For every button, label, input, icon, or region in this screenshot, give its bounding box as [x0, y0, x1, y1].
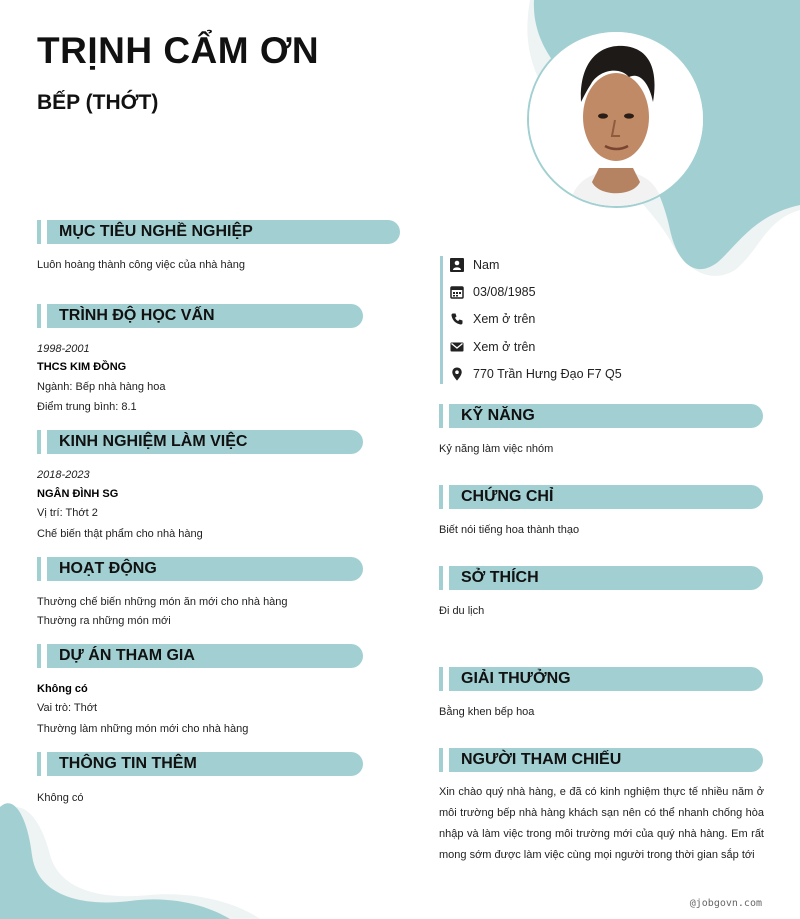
- section-title: TRÌNH ĐỘ HỌC VẤN: [59, 307, 215, 324]
- section-title: KỸ NĂNG: [461, 407, 535, 424]
- section-title: SỞ THÍCH: [461, 569, 539, 586]
- section-projects: [37, 644, 363, 668]
- section-awards: [439, 667, 763, 691]
- activities-line-2: Thường ra những món mới: [37, 615, 171, 627]
- person-icon: [450, 258, 464, 272]
- info-dob: [450, 285, 536, 299]
- section-title: THÔNG TIN THÊM: [59, 755, 197, 772]
- address-value: 770 Trần Hưng Đạo F7 Q5: [473, 367, 622, 381]
- experience-position: Vị trí: Thớt 2: [37, 507, 98, 519]
- section-career-objective: [37, 220, 400, 244]
- skills-text: Kỷ năng làm việc nhóm: [439, 443, 554, 455]
- section-title: KINH NGHIỆM LÀM VIỆC: [59, 433, 248, 450]
- education-gpa: Điểm trung bình: 8.1: [37, 401, 137, 413]
- candidate-name: TRỊNH CẨM ƠN: [37, 30, 320, 71]
- education-school: THCS KIM ĐỒNG: [37, 361, 127, 373]
- section-title: DỰ ÁN THAM GIA: [59, 647, 195, 664]
- section-title: GIẢI THƯỞNG: [461, 670, 571, 687]
- project-description: Thường làm những món mới cho nhà hàng: [37, 723, 249, 735]
- info-accent-bar: [440, 256, 443, 384]
- info-address: [450, 367, 622, 381]
- project-name: Không có: [37, 683, 88, 695]
- section-title: HOẠT ĐỘNG: [59, 560, 157, 577]
- bottom-left-blob: [0, 795, 270, 919]
- dob-value: 03/08/1985: [473, 285, 536, 299]
- section-additional-info: [37, 752, 363, 776]
- section-title: CHỨNG CHỈ: [461, 488, 554, 505]
- candidate-role: BẾP (THỚT): [37, 91, 159, 114]
- section-title: NGƯỜI THAM CHIẾU: [461, 751, 622, 768]
- section-skills: [439, 404, 763, 428]
- awards-text: Bằng khen bếp hoa: [439, 706, 535, 718]
- project-role: Vai trò: Thớt: [37, 702, 97, 714]
- certificates-text: Biết nói tiếng hoa thành thạo: [439, 524, 580, 536]
- section-references: [439, 748, 763, 772]
- phone-value: Xem ở trên: [473, 312, 536, 326]
- info-phone: [450, 312, 535, 326]
- education-major: Ngành: Bếp nhà hàng hoa: [37, 381, 166, 393]
- objective-text: Luôn hoàng thành công việc của nhà hàng: [37, 259, 245, 271]
- info-gender: [450, 258, 499, 272]
- section-activities: [37, 557, 363, 581]
- section-title: MỤC TIÊU NGHỀ NGHIỆP: [59, 223, 253, 240]
- calendar-icon: [450, 285, 464, 299]
- location-pin-icon: [450, 367, 464, 381]
- section-work-experience: [37, 430, 363, 454]
- email-value: Xem ở trên: [473, 340, 536, 354]
- phone-icon: [450, 312, 464, 326]
- gender-value: Nam: [473, 258, 500, 272]
- activities-line-1: Thường chế biến những món ăn mới cho nhà hàng: [37, 596, 288, 608]
- hobbies-text: Đi du lịch: [439, 605, 485, 617]
- info-email: [450, 340, 535, 354]
- experience-period: 2018-2023: [37, 469, 90, 481]
- section-education: [37, 304, 363, 328]
- mail-icon: [450, 340, 464, 354]
- additional-info-text: Không có: [37, 792, 84, 804]
- experience-description: Chế biến thật phẩm cho nhà hàng: [37, 528, 203, 540]
- watermark: @jobgovn.com: [689, 898, 762, 909]
- profile-photo: [527, 30, 705, 208]
- references-text: Xin chào quý nhà hàng, e đã có kinh nghiệm thực tế nhiều năm ở môi trường bếp nhà hàng khách sạn nên có thể nhanh chống hòa nhập và làm việc trong môi trường mới của quý nhà hàng. Em rất mong sớm được làm việc cùng mọi người trong thời gian sắp tới: [439, 786, 764, 861]
- education-period: 1998-2001: [37, 343, 90, 355]
- section-certificates: [439, 485, 763, 509]
- section-hobbies: [439, 566, 763, 590]
- experience-company: NGÂN ĐÌNH SG: [37, 488, 119, 500]
